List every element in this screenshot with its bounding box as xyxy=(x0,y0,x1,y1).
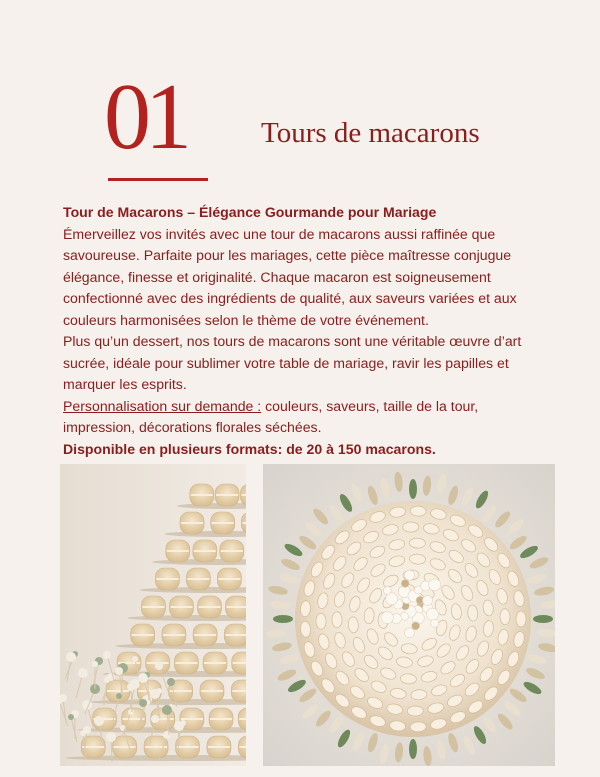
macaron-tower-top-photo xyxy=(263,464,555,766)
customization-text: couleurs, saveurs, taille de la tour, impression, décorations florales séchées. xyxy=(63,397,479,435)
description-paragraph: Émerveillez vos invités avec une tour de macarons aussi raffinée que savoureuse. Parfaite pour les mariages, cette pièce maîtresse conjugue élégance, finesse et originalité. Chaque macaron est soigneusement confectionné avec des ingrédients de qualité, aux saveurs variées et aux couleurs harmonisées selon le thème de votre événement. xyxy=(63,225,517,328)
formats-line: Disponible en plusieurs formats: de 20 à 150 macarons. xyxy=(63,440,436,457)
macaron-tower-side-photo xyxy=(60,464,246,766)
section-number: 01 xyxy=(104,65,186,169)
macaron-tower-top-illustration xyxy=(263,464,555,766)
number-underline xyxy=(108,178,208,181)
page-title: Tours de macarons xyxy=(261,117,480,149)
customization-label: Personnalisation sur demande : xyxy=(63,397,262,414)
macaron-tower-side-illustration xyxy=(60,464,246,766)
description-paragraph-2: Plus qu’un dessert, nos tours de macarons sont une véritable œuvre d’art sucrée, idéale pour sublimer votre table de mariage, ravir les papilles et marquer les esprits. xyxy=(63,333,522,392)
section-heading: Tour de Macarons – Élégance Gourmande pour Mariage xyxy=(63,204,437,220)
description-block xyxy=(63,202,541,460)
customization-line xyxy=(63,396,541,439)
